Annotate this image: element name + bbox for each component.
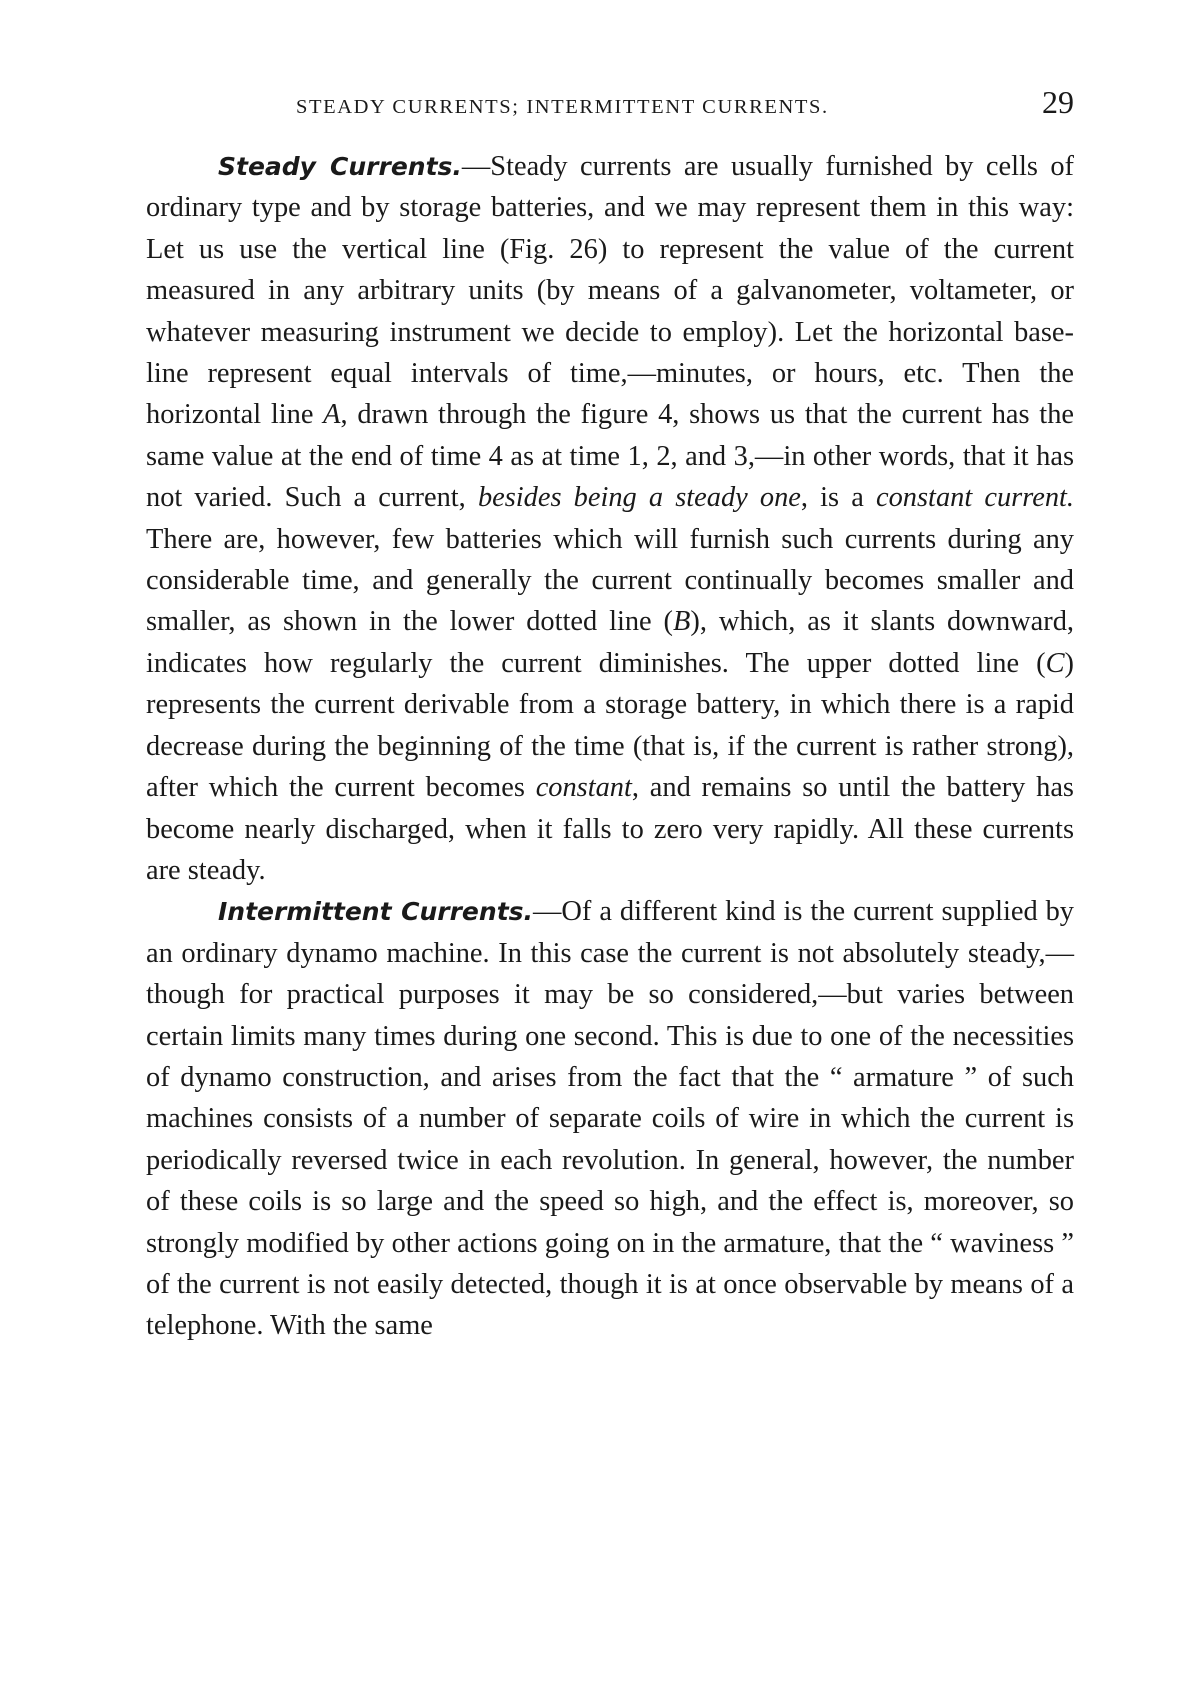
emphasis-constant-current: constant current. [876,482,1074,514]
body-text: , drawn through the figure 4, shows us that the current has the same value at the end of time 4 as at time 1, 2, and 3,—in other words, that it has not varied. Such a current, [146,399,1074,514]
body-text: , and remains so until the battery has become nearly discharged, when it falls to zero very rapidly. All these currents are steady. [146,772,1074,886]
line-label-b: B [673,606,691,638]
running-head [146,84,1074,120]
emphasis-steady: besides being a steady one [477,482,801,514]
running-title: STEADY CURRENTS; INTERMITTENT CURRENTS. [296,96,829,118]
paragraph-steady-currents [146,146,1074,891]
line-label-c: C [1045,647,1065,679]
body-text: ), which, as it slants downward, indicates how regularly the current diminishes. The upper dotted line ( [146,606,1074,679]
paragraph-intermittent-currents [146,891,1074,1346]
body-text: There are, however, few batteries which will furnish such currents during any considerable time, and generally the current continually becomes smaller and smaller, as shown in the lower dotted line ( [146,523,1074,638]
body-text: , is a [800,482,877,514]
page [146,84,1074,1347]
body-text: —Of a different kind is the current supplied by an ordinary dynamo machine. In this case the current is not absolutely steady,—though for practical purposes it may be so considered,—but varies between certain limits many times during one second. This is due to one of the necessities of dynamo construction, and arises from the fact that the “ armature ” of such machines consists of a number of separate coils of wire in which the current is periodically reversed twice in each revolution. In general, however, the number of these coils is so large and the speed so high, and the effect is, moreover, so strongly modified by other actions going on in the armature, that the “ waviness ” of the current is not easily detected, though it is at once observable by means of a telephone. With the same [146,896,1075,1342]
emphasis-constant: constant [535,772,632,804]
body-text: —Steady currents are usually furnished by cells of ordinary type and by storage batteries, and we may represent them in this way: Let us use the vertical line (Fig. 26) to represent the value of the current measured in any arbitrary units (by means of a galvanometer, voltameter, or whatever measuring instrument we decide to employ). Let the horizontal base-line represent equal intervals of time,—minutes, or hours, etc. Then the horizontal line [146,151,1075,431]
section-heading-intermittent-currents: Intermittent Currents. [218,897,534,927]
section-heading-steady-currents: Steady Currents. [218,152,462,181]
page-number: 29 [1042,84,1074,120]
line-label-a: A [323,399,341,431]
body-text: ) represents the current derivable from a storage battery, in which there is a rapid decrease during the beginning of the time (that is, if the current is rather strong), after which the current becomes [146,647,1074,804]
